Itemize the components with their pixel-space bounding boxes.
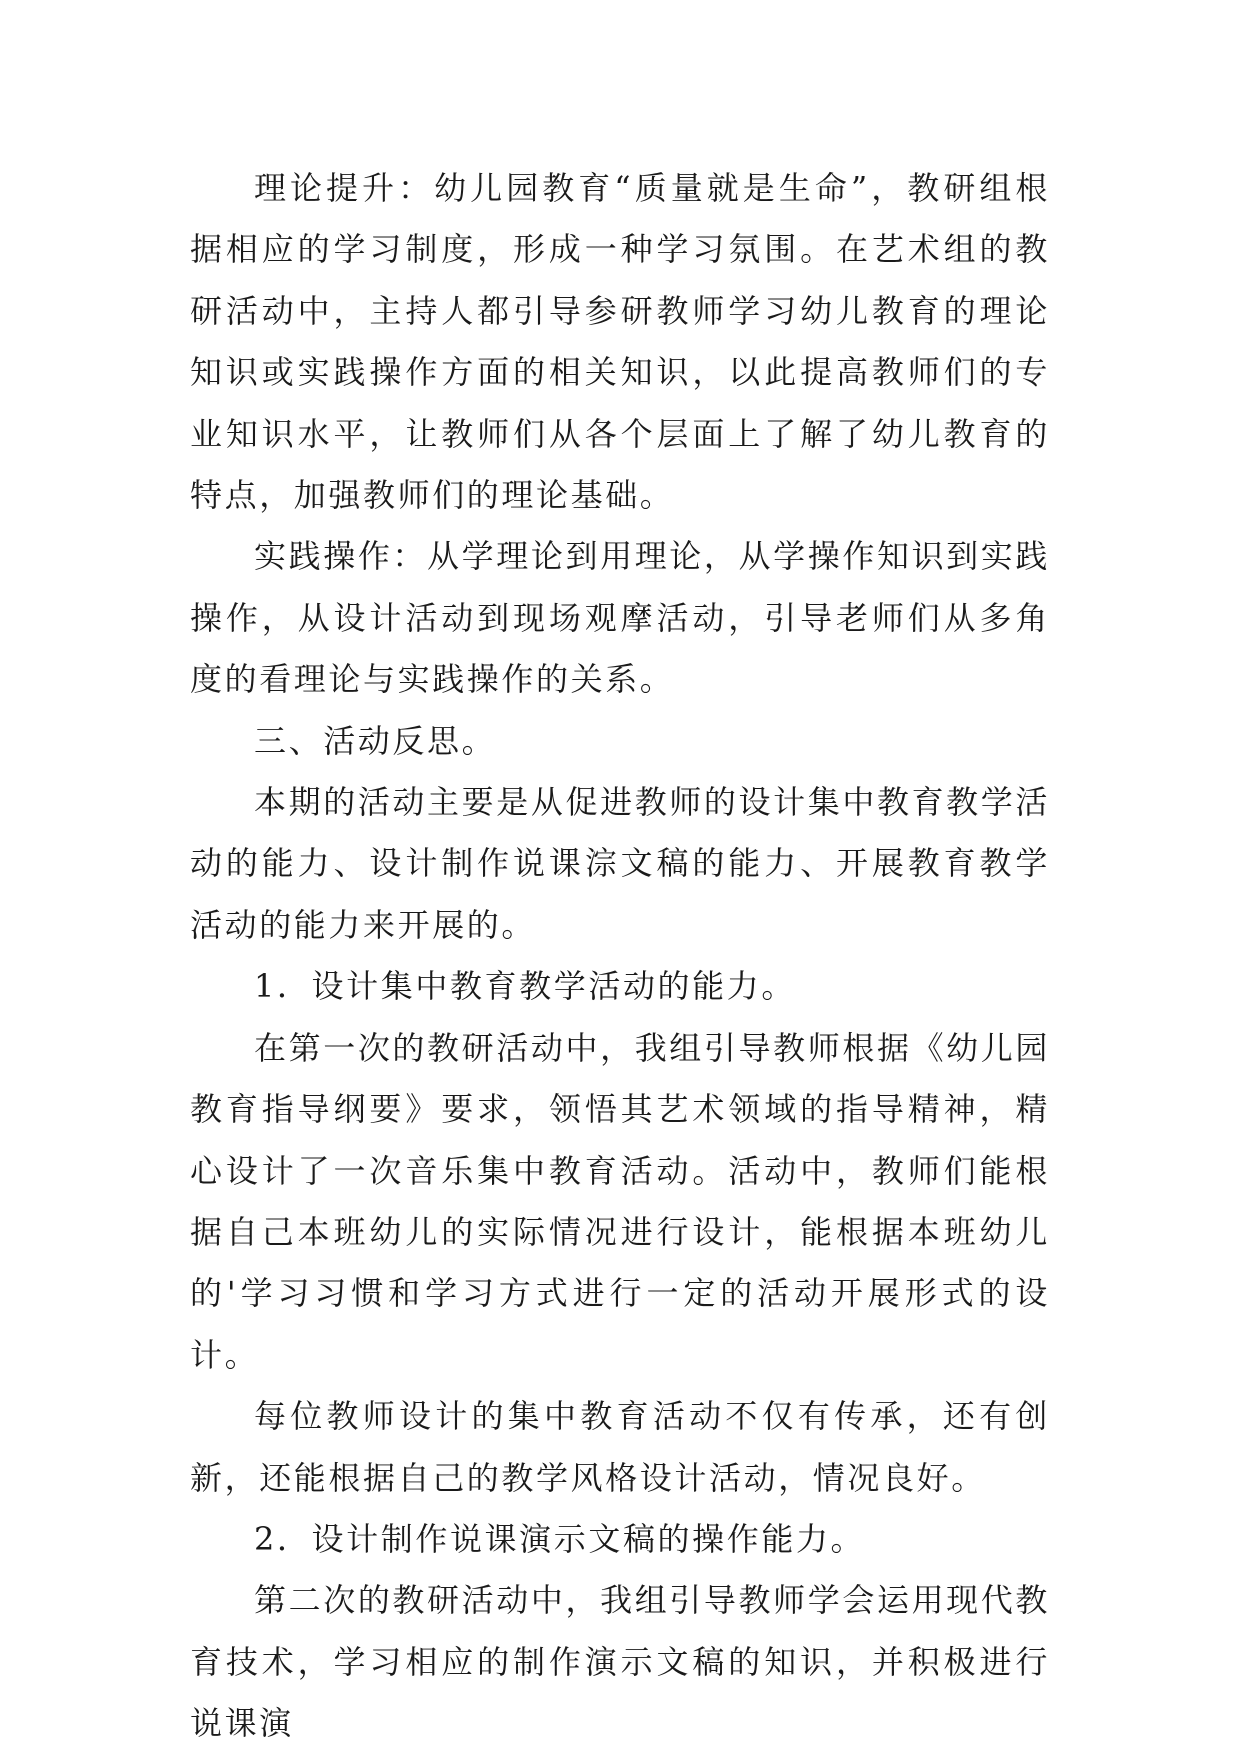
section-heading-activity-reflection: 三、活动反思。 xyxy=(254,721,497,760)
paragraph-theory-improvement: 理论提升：幼儿园教育“质量就是生命”，教研组根据相应的学习制度，形成一种学习氛围。在艺术组的教研活动中，主持人都引导参研教师学习幼儿教育的理论知识或实践操作方面的相关知识，以此提高教师们的专业知识水平，让教师们从各个层面上了解了幼儿教育的特点，加强教师们的理论基础。 xyxy=(190,169,1050,515)
paragraph-second-research: 第二次的教研活动中，我组引导教师学会运用现代教育技术，学习相应的制作演示文稿的知识，并积极进行说课演 xyxy=(190,1581,1050,1743)
document-body xyxy=(190,158,1050,1755)
subheading-design-ability: 1．设计集中教育教学活动的能力。 xyxy=(254,967,796,1006)
paragraph-activity-overview: 本期的活动主要是从促进教师的设计集中教育教学活动的能力、设计制作说课淙文稿的能力、开展教育教学活动的能力来开展的。 xyxy=(190,783,1050,944)
subheading-presentation-ability: 2．设计制作说课演示文稿的操作能力。 xyxy=(254,1519,866,1558)
paragraph-first-research: 在第一次的教研活动中，我组引导教师根据《幼儿园教育指导纲要》要求，领悟其艺术领域的指导精神，精心设计了一次音乐集中教育活动。活动中，教师们能根据自己本班幼儿的实际情况进行设计，能根据本班幼儿的'学习习惯和学习方式进行一定的活动开展形式的设计。 xyxy=(190,1028,1050,1374)
paragraph-design-evaluation: 每位教师设计的集中教育活动不仅有传承，还有创新，还能根据自己的教学风格设计活动，情况良好。 xyxy=(190,1397,1050,1497)
paragraph-practice-operation: 实践操作：从学理论到用理论，从学操作知识到实践操作，从设计活动到现场观摩活动，引导老师们从多角度的看理论与实践操作的关系。 xyxy=(190,537,1050,699)
